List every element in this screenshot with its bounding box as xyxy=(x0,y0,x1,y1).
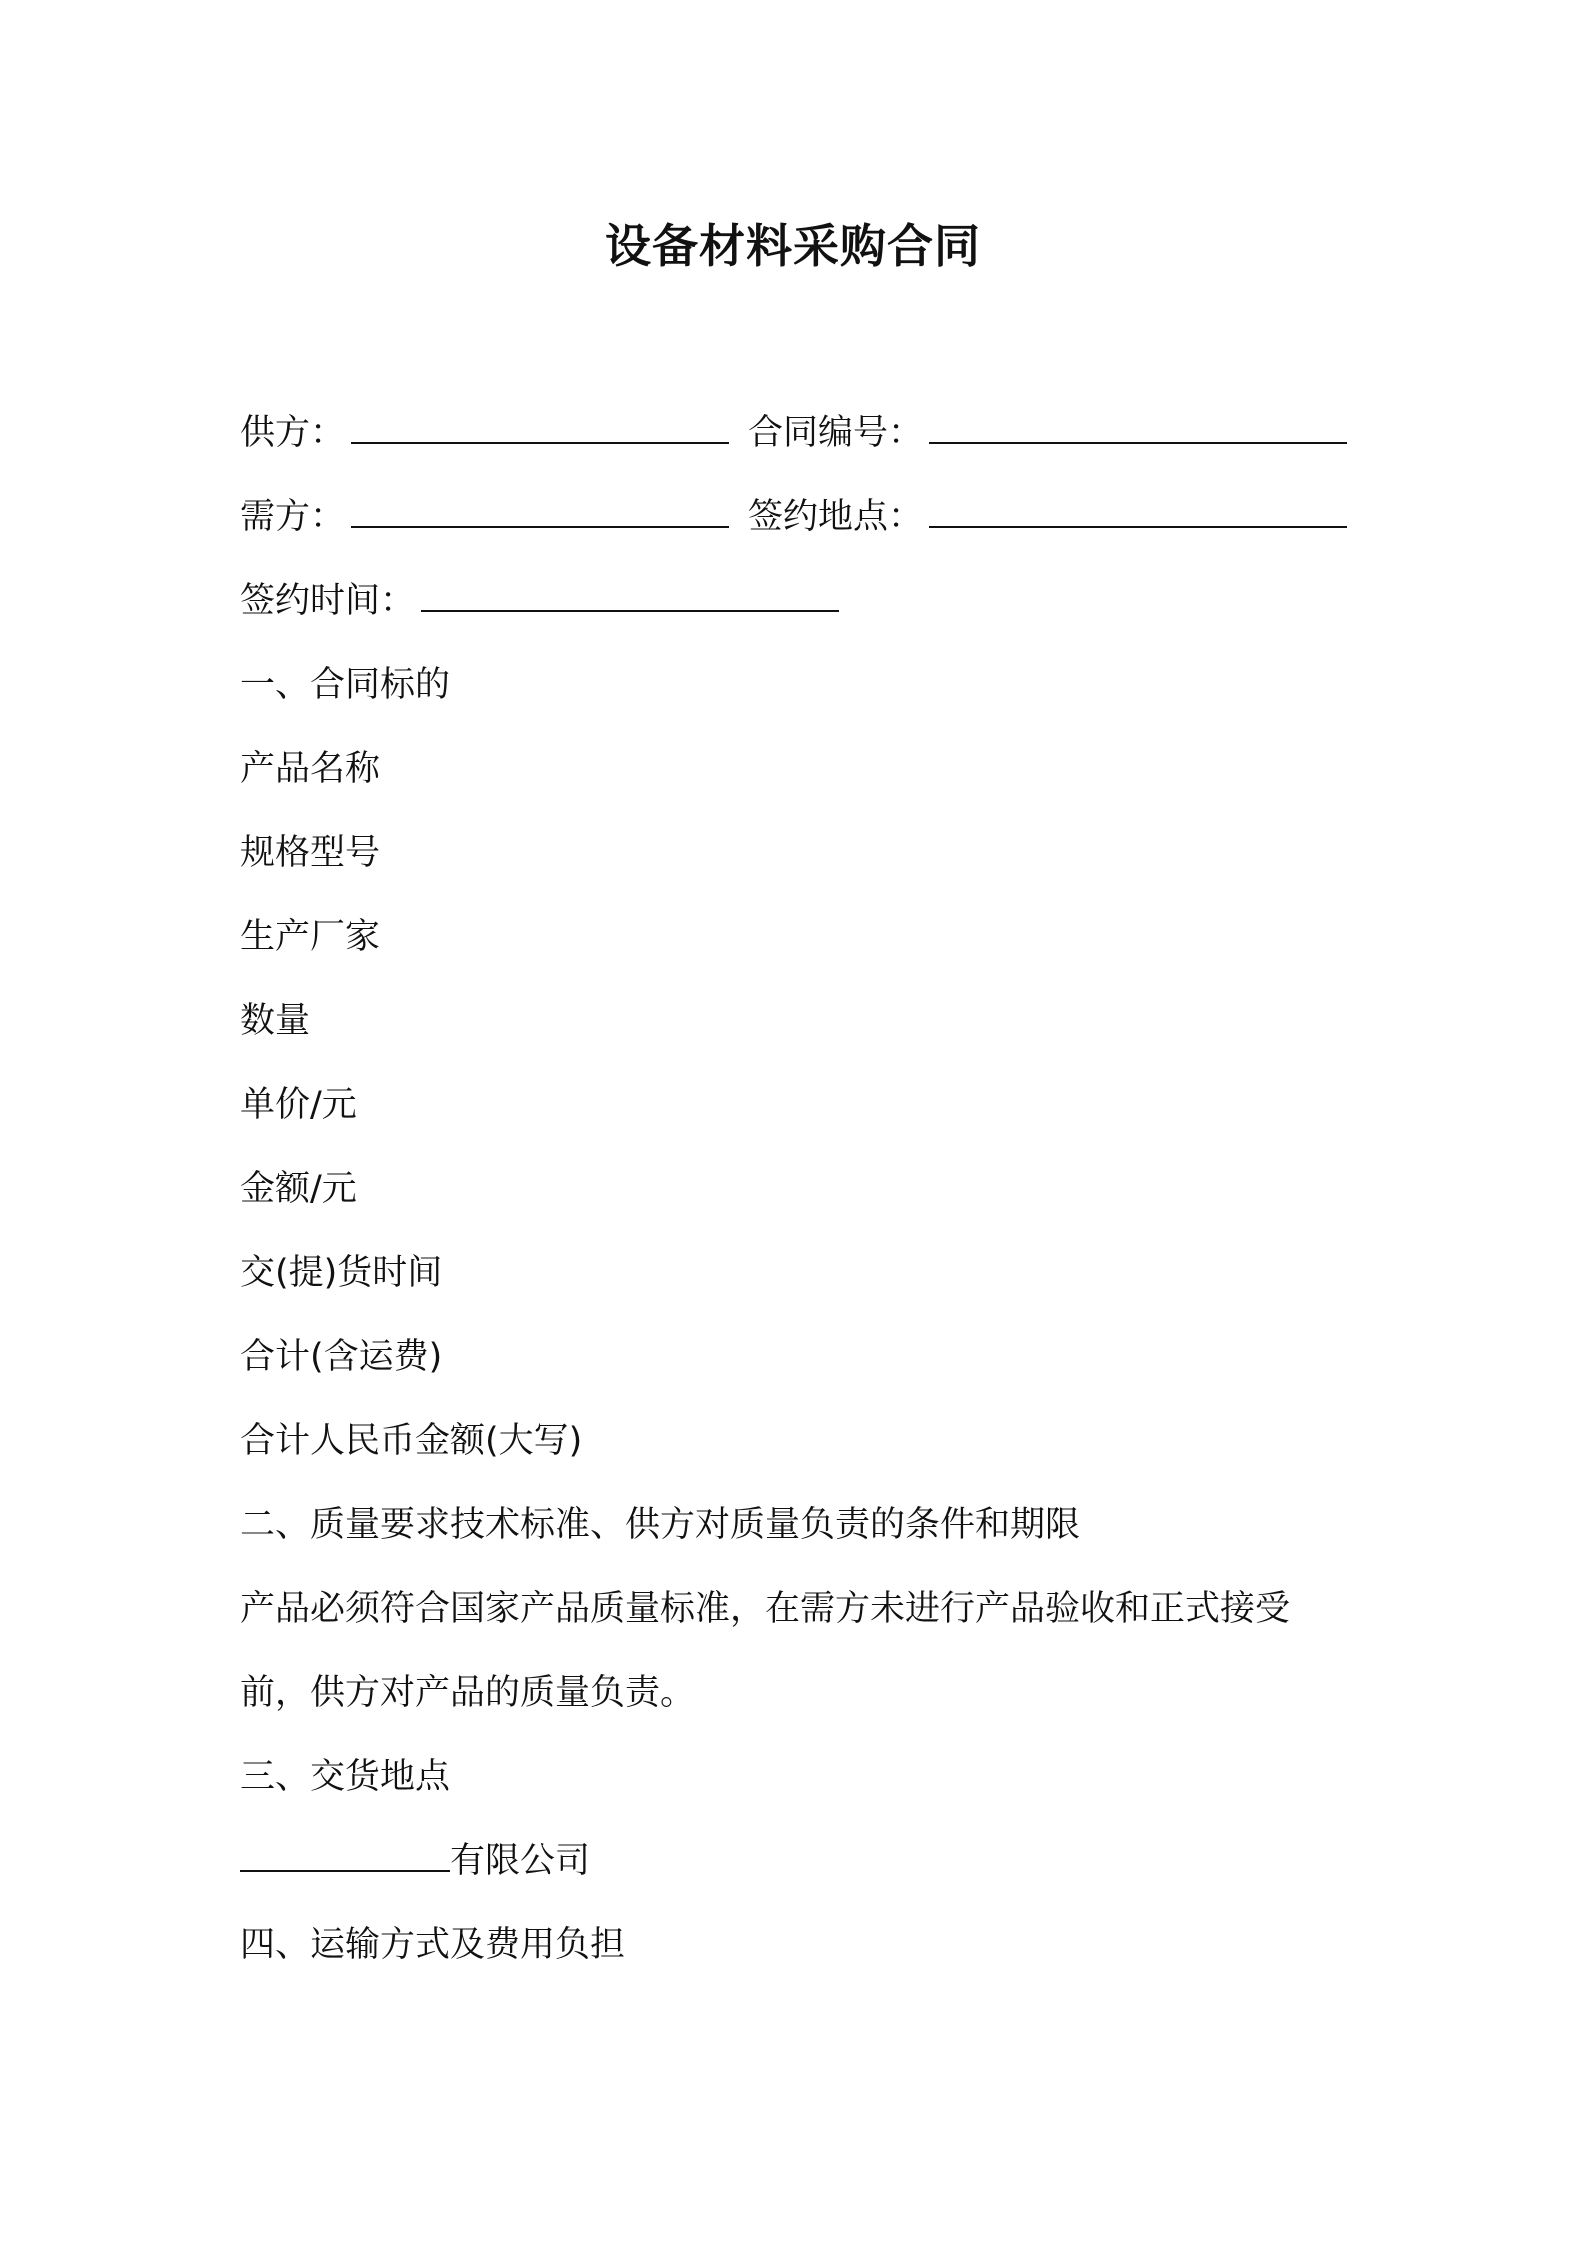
section1-item: 产品名称 xyxy=(240,749,381,789)
supplier-field xyxy=(240,408,729,458)
section1-item: 交(提)货时间 xyxy=(240,1253,443,1293)
document-title: 设备材料采购合同 xyxy=(605,219,981,273)
company-name-blank[interactable] xyxy=(240,1836,450,1872)
contract-no-field xyxy=(748,408,1347,458)
supplier-label: 供方： xyxy=(240,413,346,453)
supplier-blank[interactable] xyxy=(351,408,729,444)
section1-item: 数量 xyxy=(240,1001,311,1041)
section2-heading: 二、质量要求技术标准、供方对质量负责的条件和期限 xyxy=(240,1505,1081,1545)
buyer-blank[interactable] xyxy=(351,492,729,528)
sign-place-blank[interactable] xyxy=(929,492,1347,528)
sign-time-blank[interactable] xyxy=(421,576,839,612)
section4-heading: 四、运输方式及费用负担 xyxy=(240,1925,626,1965)
section1-item: 规格型号 xyxy=(240,833,381,873)
sign-time-label: 签约时间： xyxy=(240,581,416,621)
contract-no-blank[interactable] xyxy=(929,408,1347,444)
section1-heading: 一、合同标的 xyxy=(240,665,451,705)
section1-item: 合计人民币金额(大写) xyxy=(240,1421,583,1461)
sign-time-field xyxy=(240,576,839,626)
section2-paragraph-line1: 产品必须符合国家产品质量标准，在需方未进行产品验收和正式接受 xyxy=(240,1589,1291,1629)
contract-no-label: 合同编号： xyxy=(748,413,924,453)
section2-paragraph-line2: 前，供方对产品的质量负责。 xyxy=(240,1673,696,1713)
company-suffix: 有限公司 xyxy=(450,1841,591,1881)
delivery-company-line xyxy=(240,1836,590,1886)
buyer-label: 需方： xyxy=(240,497,346,537)
section1-item: 合计(含运费) xyxy=(240,1337,443,1377)
section1-item: 单价/元 xyxy=(240,1085,357,1125)
section1-item: 生产厂家 xyxy=(240,917,381,957)
sign-place-field xyxy=(748,492,1347,542)
section1-item: 金额/元 xyxy=(240,1169,357,1209)
section3-heading: 三、交货地点 xyxy=(240,1757,451,1797)
buyer-field xyxy=(240,492,729,542)
sign-place-label: 签约地点： xyxy=(748,497,924,537)
